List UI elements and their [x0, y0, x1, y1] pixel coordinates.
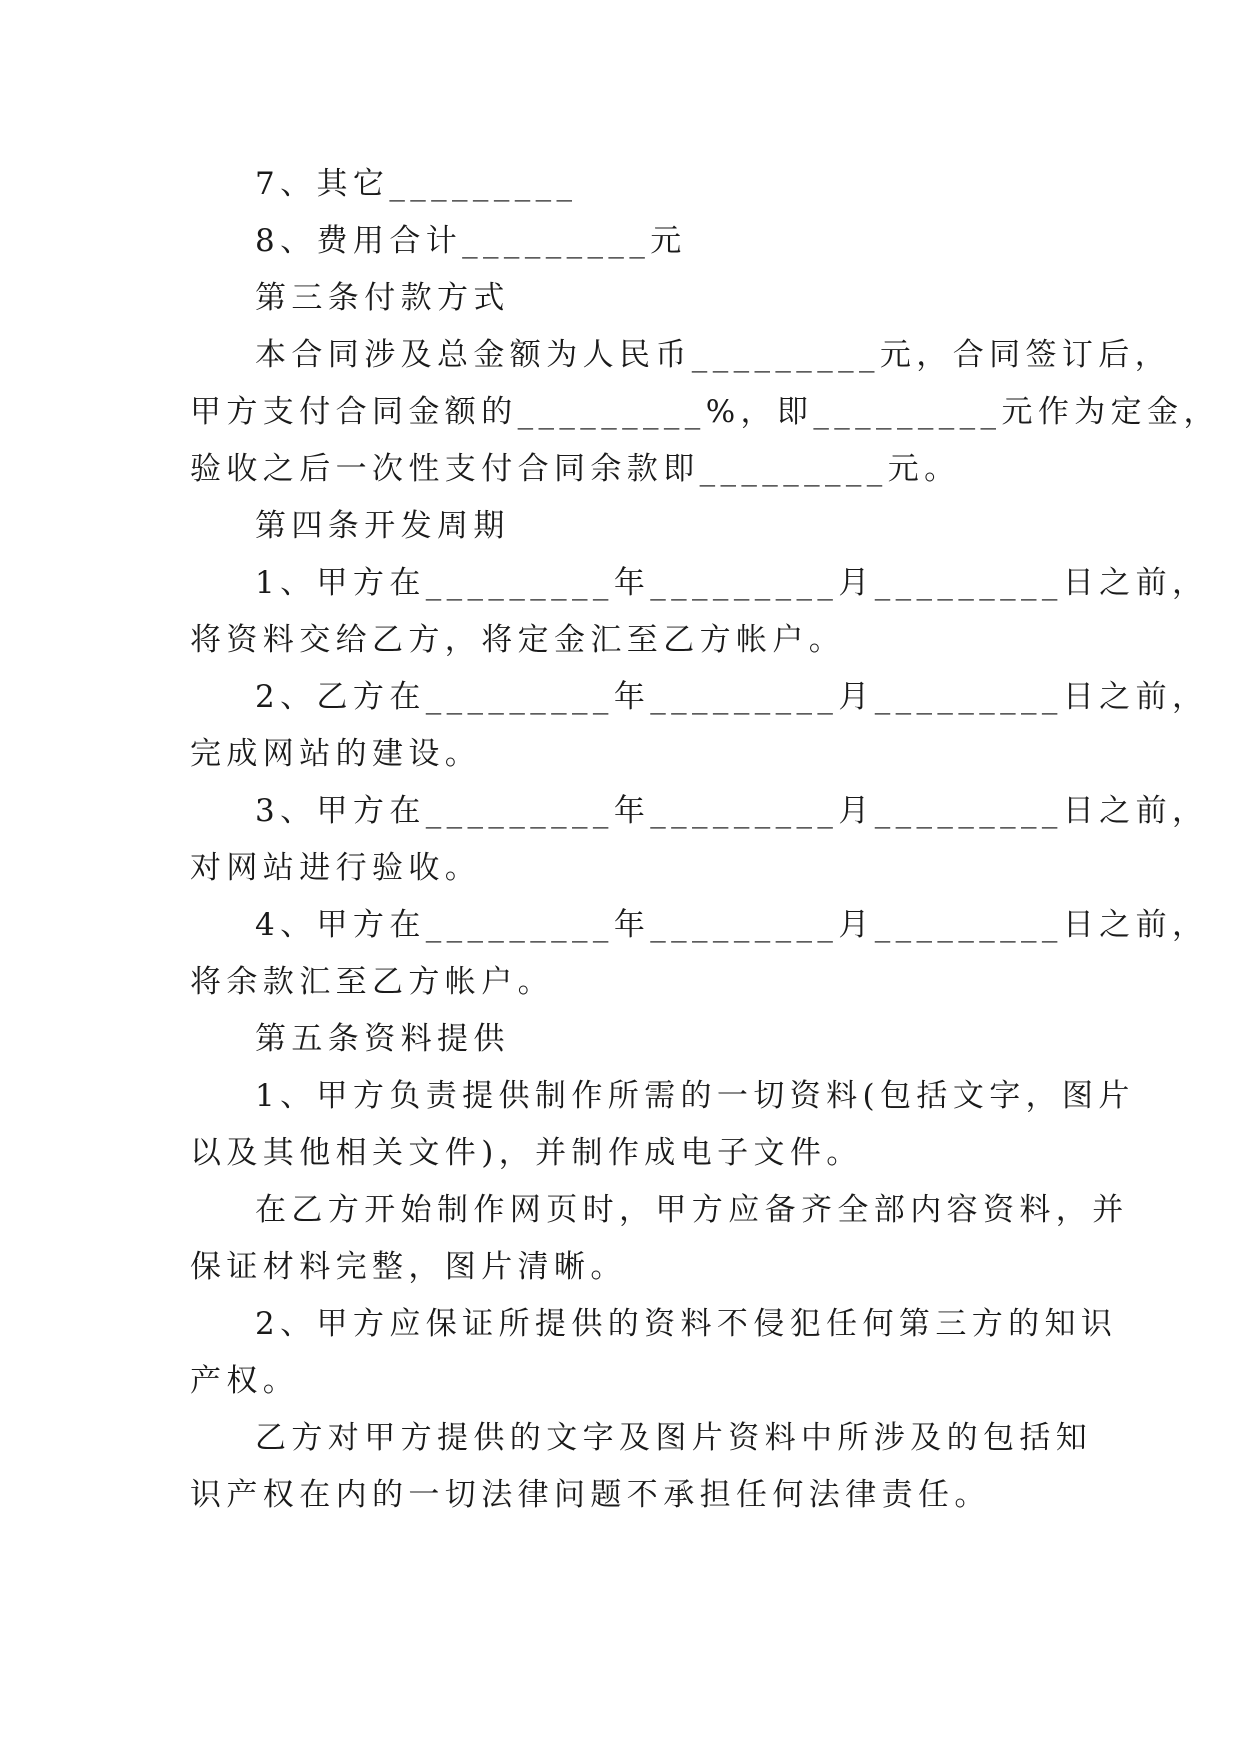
paragraph-line: 将余款汇至乙方帐户。: [190, 964, 554, 1000]
paragraph-line: 4、甲方在_________年_________月_________日之前，: [255, 907, 1209, 943]
paragraph-line: 2、甲方应保证所提供的资料不侵犯任何第三方的知识: [255, 1306, 1118, 1342]
paragraph-line: 本合同涉及总金额为人民币_________元，合同签订后，: [255, 337, 1172, 373]
paragraph-line: 1、甲方在_________年_________月_________日之前，: [255, 565, 1209, 601]
paragraph-line: 在乙方开始制作网页时，甲方应备齐全部内容资料，并: [255, 1192, 1129, 1228]
paragraph-line: 完成网站的建设。: [190, 736, 482, 772]
paragraph-line: 2、乙方在_________年_________月_________日之前，: [255, 679, 1209, 715]
paragraph-line: 产权。: [190, 1363, 300, 1399]
paragraph-line: 1、甲方负责提供制作所需的一切资料(包括文字，图片: [255, 1078, 1135, 1114]
section-heading-payment: 第三条付款方式: [255, 280, 510, 316]
item-total-cost-line: 8、费用合计_________元: [255, 223, 687, 259]
section-heading-development-period: 第四条开发周期: [255, 508, 510, 544]
paragraph-line: 对网站进行验收。: [190, 850, 482, 886]
paragraph-line: 验收之后一次性支付合同余款即_________元。: [190, 451, 961, 487]
paragraph-line: 乙方对甲方提供的文字及图片资料中所涉及的包括知: [255, 1420, 1093, 1456]
paragraph-line: 保证材料完整，图片清晰。: [190, 1249, 627, 1285]
item-other-line: 7、其它_________: [255, 166, 578, 202]
paragraph-line: 3、甲方在_________年_________月_________日之前，: [255, 793, 1209, 829]
section-heading-materials: 第五条资料提供: [255, 1021, 510, 1057]
paragraph-line: 识产权在内的一切法律问题不承担任何法律责任。: [190, 1477, 991, 1513]
paragraph-line: 将资料交给乙方，将定金汇至乙方帐户。: [190, 622, 846, 658]
paragraph-line: 甲方支付合同金额的_________%，即_________元作为定金，: [190, 394, 1220, 430]
paragraph-line: 以及其他相关文件)，并制作成电子文件。: [190, 1135, 863, 1171]
